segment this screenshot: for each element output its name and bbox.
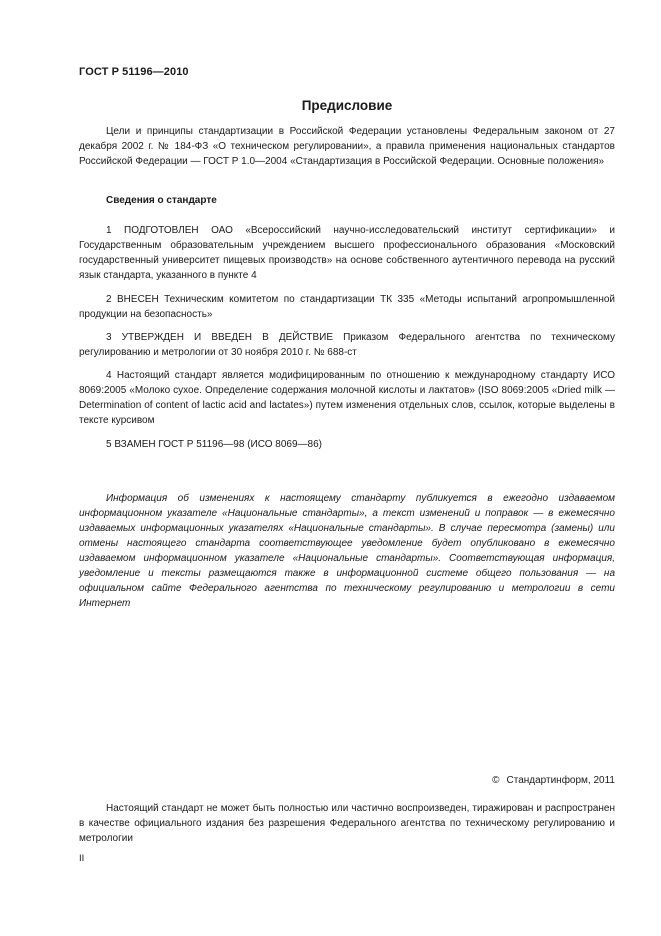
item-4-paragraph: 4 Настоящий стандарт является модифицированным по отношению к международному стандарту ИСО 8069:2005 «Молоко сухое. Определение содержания молочной кислоты и лактатов» (ISO 8069:2005 «Dried milk — Determination of content of lactic acid and lactates») путем изменения отдельных слов, ссылок, которые выделены в тексте курсивом (79, 370, 615, 426)
page-title: Предисловие (301, 98, 393, 113)
item-1-paragraph: 1 ПОДГОТОВЛЕН ОАО «Всероссийский научно-исследовательский институт сертификации» и Государственным образовательным учреждением высшего профессионального образования «Московский государственный университет пищевых производств» на основе собственного аутентичного перевода на русский язык стандарта, указанного в пункте 4 (79, 225, 615, 281)
item-5-paragraph: 5 ВЗАМЕН ГОСТ Р 51196—98 (ИСО 8069—86) (106, 439, 322, 450)
item-2-paragraph: 2 ВНЕСЕН Техническим комитетом по стандартизации ТК 335 «Методы испытаний агропромышленной продукции на безопасность» (79, 294, 615, 320)
section-heading: Сведения о стандарте (106, 195, 217, 206)
info-notice-paragraph: Информация об изменениях к настоящему стандарту публикуется в ежегодно издаваемом информационном указателе «Национальные стандарты», а текст изменений и поправок — в ежемесячно издаваемых информационных указателях «Национальные стандарты». В случае пересмотра (замены) или отмены настоящего стандарта соответствующее уведомление будет опубликовано в ежемесячно издаваемом информационном указателе «Национальные стандарты». Соответствующая информация, уведомление и тексты размещаются также в информационной системе общего пользования — на официальном сайте Федерального агентства по техническому регулированию и метрологии в сети Интернет (79, 493, 615, 609)
page-number: II (79, 853, 85, 864)
item-3-paragraph: 3 УТВЕРЖДЕН И ВВЕДЕН В ДЕЙСТВИЕ Приказом Федерального агентства по техническому регулированию и метрологии от 30 ноября 2010 г. № 688-ст (79, 332, 615, 358)
copyright-line (492, 775, 615, 786)
copyright-icon: © (492, 775, 500, 786)
copyright-holder: Стандартинформ, 2011 (506, 775, 615, 786)
intro-paragraph: Цели и принципы стандартизации в Российской Федерации установлены Федеральным законом от 27 декабря 2002 г. № 184-ФЗ «О техническом регулировании», а правила применения национальных стандартов Российской Федерации — ГОСТ Р 1.0—2004 «Стандартизация в Российской Федерации. Основные положения» (79, 126, 615, 167)
document-number: ГОСТ Р 51196—2010 (79, 66, 189, 78)
reproduction-notice-paragraph: Настоящий стандарт не может быть полностью или частично воспроизведен, тиражирован и распространен в качестве официального издания без разрешения Федерального агентства по техническому регулированию и метрологии (79, 803, 615, 844)
